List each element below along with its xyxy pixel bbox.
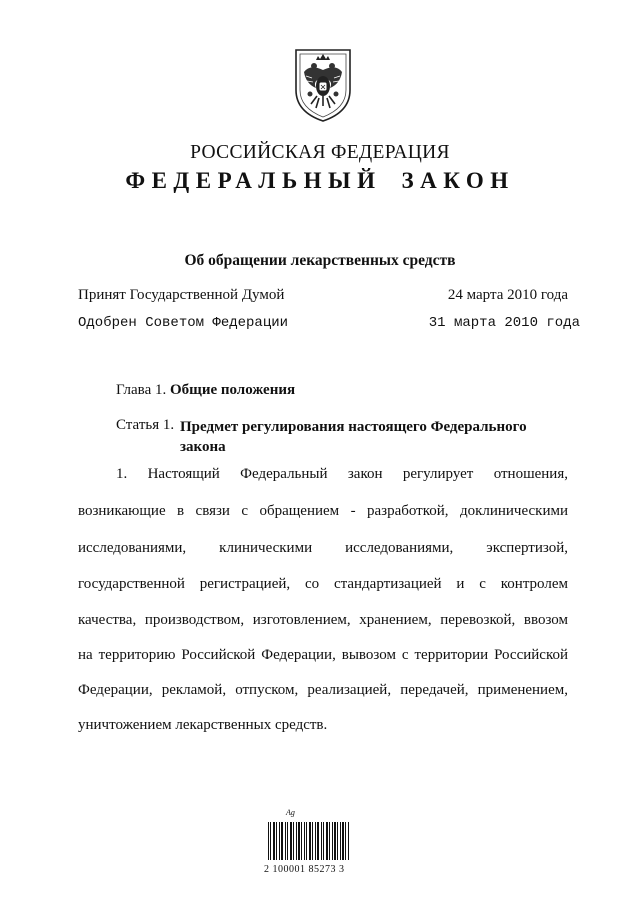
barcode-mark: Ag (286, 808, 295, 817)
paragraph-line: исследованиями, клиническими исследованиями, экспертизой, (78, 540, 568, 556)
document-type-heading (0, 168, 640, 194)
law-title: Об обращении лекарственных средств (184, 252, 456, 269)
paragraph-line: качества, производством, изготовлением, хранением, перевозкой, ввозом (78, 612, 568, 628)
paragraph-line: на территорию Российской Федерации, вывозом с территории Российской (78, 647, 568, 663)
chapter-heading (116, 382, 295, 399)
article-title: Предмет регулирования настоящего Федерального закона (180, 419, 527, 455)
barcode-number: 2 100001 85273 3 (264, 864, 345, 875)
approved-date: 31 марта 2010 года (428, 315, 580, 331)
adopted-date: 24 марта 2010 года (447, 287, 568, 303)
paragraph-line: 1. Настоящий Федеральный закон регулирует отношения, (116, 466, 568, 482)
country-name: РОССИЙСКАЯ ФЕДЕРАЦИЯ (190, 142, 450, 163)
barcode (264, 808, 354, 878)
paragraph-line: возникающие в связи с обращением - разработкой, доклиническими (78, 503, 568, 519)
paragraph-line: Федерации, рекламой, отпуском, реализацией, передачей, применением, (78, 682, 568, 698)
document-type-word-2: ЗАКОН (401, 168, 515, 193)
chapter-label: Глава 1. (116, 382, 167, 398)
coat-of-arms-icon (290, 46, 356, 124)
chapter-title: Общие положения (169, 382, 296, 398)
adopted-by-label: Принят Государственной Думой (78, 287, 285, 303)
paragraph-line: уничтожением лекарственных средств. (78, 717, 328, 733)
barcode-bars-icon (268, 822, 350, 860)
document-type-word-1: ФЕДЕРАЛЬНЫЙ (125, 168, 382, 193)
approved-by-label: Одобрен Советом Федерации (78, 315, 289, 331)
paragraph-line: государственной регистрацией, со стандартизацией и с контролем (78, 576, 568, 592)
article-label: Статья 1. (116, 417, 175, 433)
